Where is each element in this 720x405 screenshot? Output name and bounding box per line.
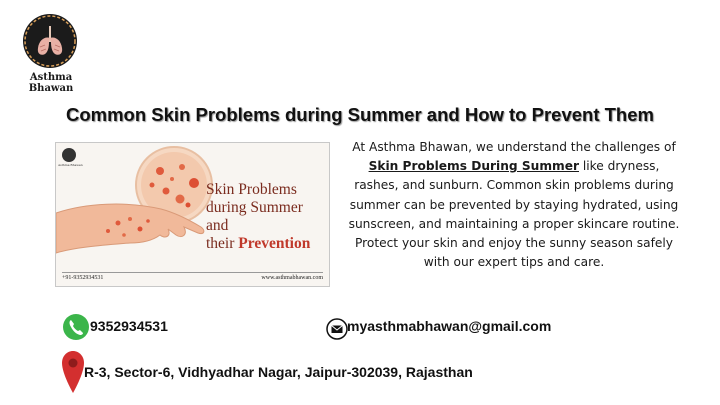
banner-logo-text: Asthma Bhawan <box>58 163 83 167</box>
page-title: Common Skin Problems during Summer and How to Prevent Them <box>66 104 654 125</box>
brand-logo[interactable] <box>10 12 92 94</box>
intro-paragraph <box>348 138 680 272</box>
banner-heading-line1: Skin Problems <box>206 181 297 198</box>
phone-number[interactable]: 9352934531 <box>90 318 168 334</box>
paragraph-highlight-link[interactable]: Skin Problems During Summer <box>368 159 579 174</box>
banner-heading-line2: during Summer and <box>206 199 303 234</box>
banner-website: www.asthmabhawan.com <box>261 275 323 281</box>
banner-heading-accent: Prevention <box>238 235 311 252</box>
email-address[interactable]: myasthmabhawan@gmail.com <box>347 318 552 334</box>
banner-heading-line3 <box>206 235 329 253</box>
banner-divider <box>62 272 323 273</box>
banner-logo-icon <box>62 148 76 162</box>
banner-heading <box>206 181 329 253</box>
banner-phone: +91-9352934531 <box>62 275 104 281</box>
email-icon[interactable] <box>326 318 348 340</box>
banner-heading-line3-text: their <box>206 235 239 252</box>
paragraph-part2: like dryness, rashes, and sunburn. Common skin problems during summer can be prevented by staying hydrated, using sunscreen, and maintaining a proper skincare routine. Protect your skin and enjoy the sunny season safely with our expert tips and care. <box>348 159 680 270</box>
location-pin-icon <box>60 350 86 394</box>
logo-text: Asthma Bhawan <box>28 72 74 94</box>
lungs-icon <box>23 14 77 68</box>
phone-icon[interactable] <box>61 312 91 342</box>
paragraph-part1: At Asthma Bhawan, we understand the challenges of <box>352 140 676 154</box>
banner-image <box>55 142 330 287</box>
address: R-3, Sector-6, Vidhyadhar Nagar, Jaipur-302039, Rajasthan <box>84 364 473 380</box>
